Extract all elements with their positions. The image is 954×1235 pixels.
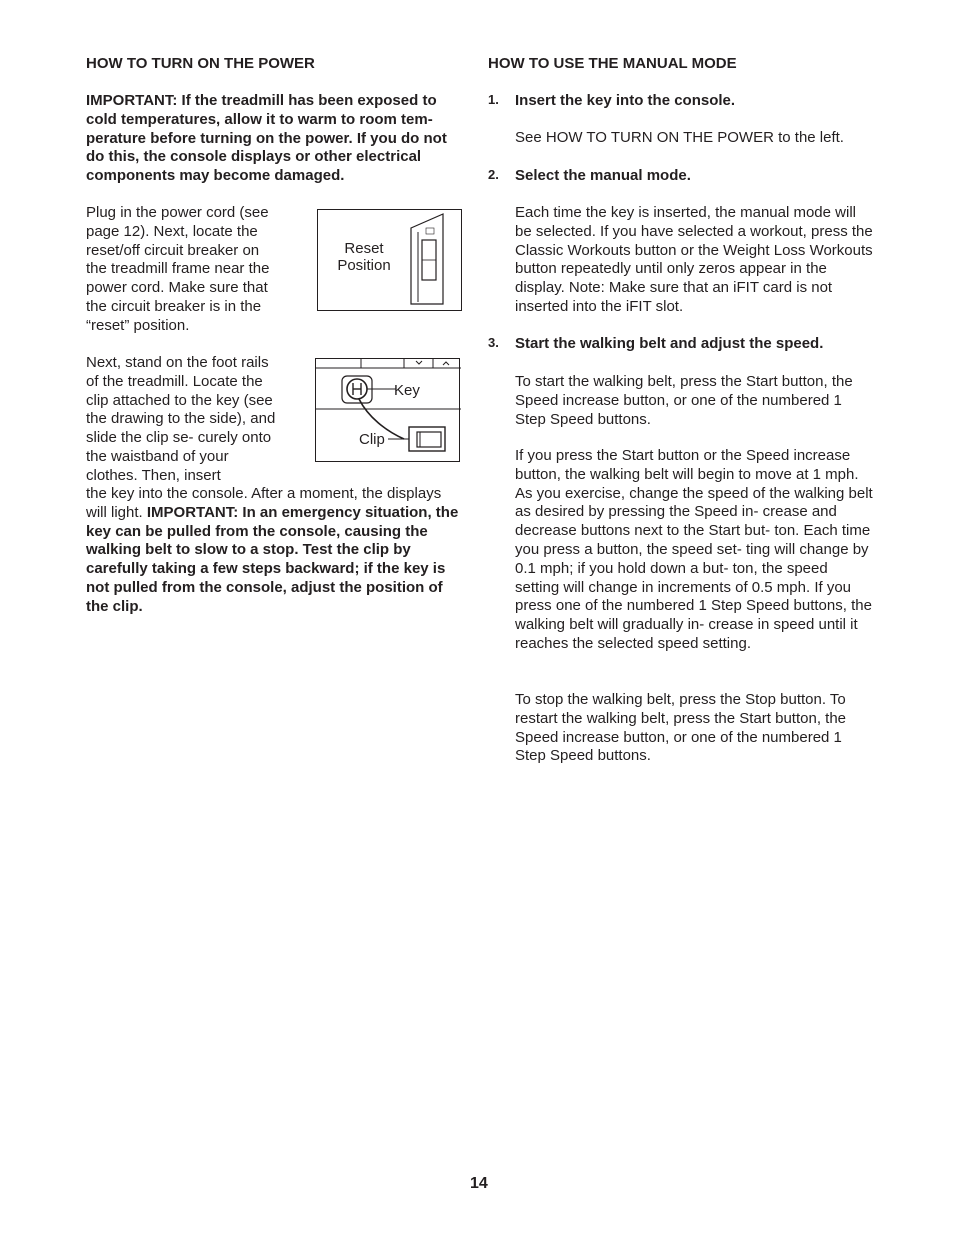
- step-1-paragraph: See HOW TO TURN ON THE POWER to the left.: [515, 129, 844, 146]
- power-important-text: IMPORTANT: If the treadmill has been exposed to cold temperatures, allow it to warm to room tem- perature before turning on the power. If you do not do this, the console displays or other electrical components may become damaged.: [86, 92, 447, 185]
- paragraph-2-important: IMPORTANT: In an emergency situation, the key can be pulled from the console, causing the walking belt to slow to a stop. Test the clip by carefully taking a few steps backward; if the key is not pulled from the console, adjust the position of the clip.: [86, 503, 459, 615]
- key-label: Key: [394, 382, 420, 399]
- step-3-paragraph-2: If you press the Start button or the Speed increase button, the walking belt will begin to move at 1 mph. As you exercise, change the speed of the walking belt as desired by pressing the Speed in- crease and decrease buttons next to the Start but- ton. Each time you press a button, the speed set- ting will change by 0.1 mph; if you hold down a but- ton, the speed setting will change in increments of 0.5 mph. If you press one of the numbered 1 Step Speed buttons, the walking belt will gradually in- crease in speed until it reaches the selected speed setting.: [515, 447, 873, 652]
- step-1-title: Insert the key into the console.: [515, 92, 736, 109]
- reset-breaker-figure: [317, 209, 462, 311]
- step-3-paragraph-3: To stop the walking belt, press the Stop button. To restart the walking belt, press the Start button, the Speed increase button, or one of the numbered 1 Step Speed buttons.: [515, 691, 847, 765]
- reset-position-label: Reset Position: [337, 240, 391, 274]
- page-number: 14: [470, 1175, 488, 1192]
- step-2-title: Select the manual mode.: [515, 167, 691, 184]
- power-heading: HOW TO TURN ON THE POWER: [86, 55, 315, 72]
- power-important-note: [86, 92, 466, 186]
- step-3-number: 3.: [488, 335, 499, 350]
- power-paragraph-2-cont: [86, 485, 464, 617]
- power-paragraph-2-start: Next, stand on the foot rails of the treadmill. Locate the clip attached to the key (see the drawing to the side), and slide the clip se- curely onto the waistband of your clothes. Then, insert: [86, 354, 276, 484]
- paragraph-2-text: the key into the console. After a moment, the displays will light.: [86, 485, 442, 521]
- step-2-number: 2.: [488, 167, 499, 182]
- key-and-clip-icon: [316, 359, 461, 463]
- step-2-paragraph: Each time the key is inserted, the manual mode will be selected. If you have selected a workout, press the Classic Workouts button or the Weight Loss Workouts button repeatedly until only zeros appear in the display. Note: Make sure that an iFIT card is not inserted into the iFIT slot.: [515, 204, 873, 315]
- clip-label: Clip: [359, 431, 385, 448]
- manual-mode-heading: HOW TO USE THE MANUAL MODE: [488, 55, 737, 72]
- step-1-number: 1.: [488, 92, 499, 107]
- step-3-title: Start the walking belt and adjust the speed.: [515, 335, 824, 352]
- key-clip-figure: [315, 358, 460, 462]
- power-paragraph-1: Plug in the power cord (see page 12). Next, locate the reset/off circuit breaker on the treadmill frame near the power cord. Make sure that the circuit breaker is in the “reset” position.: [86, 204, 270, 334]
- step-3-paragraph-1: To start the walking belt, press the Start button, the Speed increase button, or one of the numbered 1 Step Speed buttons.: [515, 373, 853, 428]
